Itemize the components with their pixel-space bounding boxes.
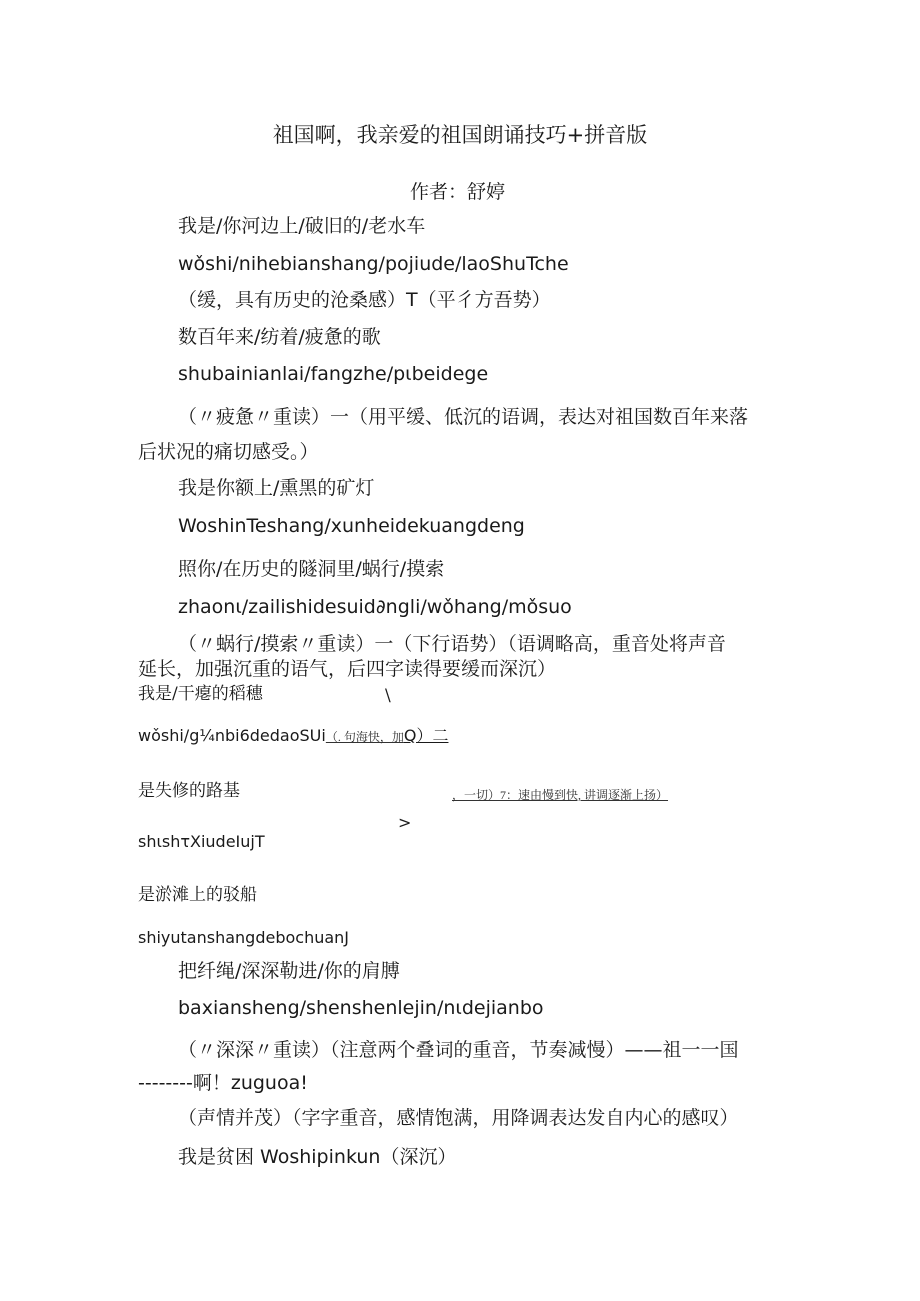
arrow-mark: >	[398, 813, 412, 832]
document-author: 作者：舒婷	[410, 181, 506, 203]
stroke-mark: \	[385, 686, 391, 706]
pinyin-line: shιshτXiudeIujT	[138, 832, 265, 851]
side-note: ，一切）7：速由慢到快, 讲调逐渐上扬）	[452, 788, 669, 802]
poem-line: 是淤滩上的驳船	[138, 885, 257, 905]
annotation-line: （〃深深〃重读）（注意两个叠词的重音，节奏减慢）——祖一一国	[178, 1039, 739, 1061]
annotation-line: 延长，加强沉重的语气，后四字读得要缓而深沉）	[138, 658, 557, 680]
pinyin-line: baxiansheng/shenshenlejin/nιdejianbo	[178, 997, 544, 1019]
inline-note: （. 句海快，加	[325, 730, 404, 744]
pinyin-line: wǒshi/nihebianshang/pojiude/laoShuTche	[178, 253, 569, 275]
pinyin-line: shubainianlai/fangzhe/pιbeidege	[178, 363, 489, 385]
poem-line: 我是你额上/熏黑的矿灯	[178, 477, 375, 499]
poem-line: 我是/干瘪的稻穗	[138, 684, 263, 704]
poem-line: 是失修的路基	[138, 781, 240, 801]
annotation-line: （〃蜗行/摸索〃重读）一（下行语势）（语调略高，重音处将声音	[178, 633, 726, 655]
pinyin-line: shiyutanshangdebochuanJ	[138, 928, 350, 947]
pinyin-text: wǒshi/g¼nbi6dedaoSUi	[138, 726, 326, 745]
inline-note-end: Q）二	[403, 726, 449, 745]
annotation-line: --------啊！zuguoa!	[138, 1072, 308, 1094]
poem-line: 数百年来/纺着/疲惫的歌	[178, 326, 381, 348]
poem-line: 照你/在历史的隧洞里/蜗行/摸索	[178, 558, 445, 580]
annotation-line: （声情并茂）（字字重音，感情饱满，用降调表达发自内心的感叹）	[178, 1107, 739, 1129]
poem-line: 我是/你河边上/破旧的/老水车	[178, 215, 426, 237]
poem-line: 把纤绳/深深勒进/你的肩膊	[178, 960, 400, 982]
document-title: 祖国啊，我亲爱的祖国朗诵技巧+拼音版	[272, 123, 648, 147]
annotation-line: 后状况的痛切感受。）	[138, 441, 319, 463]
annotation-line: （〃疲惫〃重读）一（用平缓、低沉的语调，表达对祖国数百年来落	[178, 406, 749, 428]
pinyin-line: zhaonι/zailishidesuid∂ngli/wǒhang/mǒsuo	[178, 596, 572, 618]
pinyin-line: WoshinTeshang/xunheidekuangdeng	[178, 515, 525, 537]
annotation-line: （缓，具有历史的沧桑感）T（平彳方吾势）	[178, 289, 551, 311]
poem-line: 我是贫困 Woshipinkun（深沉）	[178, 1146, 457, 1168]
pinyin-line	[138, 724, 448, 749]
